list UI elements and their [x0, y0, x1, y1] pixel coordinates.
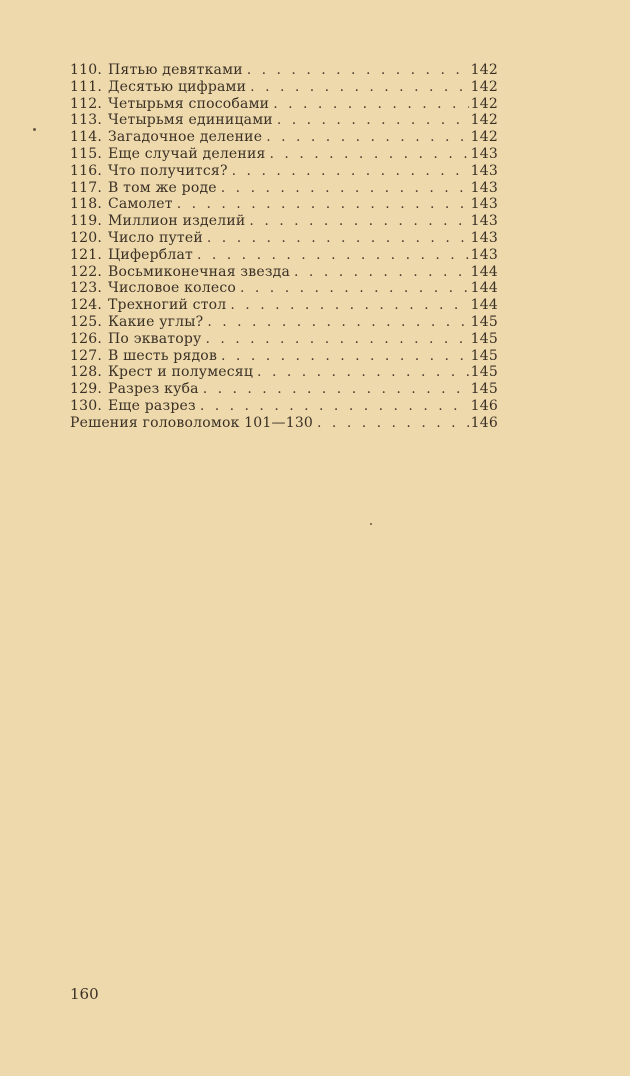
toc-entry — [70, 180, 498, 197]
toc-entry — [70, 129, 498, 146]
entry-number: 130. — [70, 397, 102, 414]
dot-leader — [257, 364, 469, 381]
toc-entry — [70, 364, 498, 381]
dot-leader — [232, 163, 469, 180]
entry-number: 117. — [70, 179, 102, 196]
entry-page: 145 — [470, 313, 498, 330]
entry-page: 142 — [470, 95, 498, 112]
entry-number: 116. — [70, 162, 102, 179]
dot-leader — [240, 280, 469, 297]
dot-leader — [203, 381, 469, 398]
dot-leader — [250, 79, 469, 96]
toc-entry — [70, 348, 498, 365]
dot-leader — [205, 331, 468, 348]
entry-number: 112. — [70, 95, 102, 112]
toc-entry — [70, 96, 498, 113]
entry-title: Загадочное деление — [108, 129, 263, 146]
entry-page: 146 — [470, 414, 498, 431]
entry-number: 122. — [70, 263, 102, 280]
toc-entry — [70, 297, 498, 314]
entry-title: Числовое колесо — [108, 280, 236, 297]
entry-number: 110. — [70, 62, 102, 78]
entry-title: Четырьмя способами — [108, 95, 270, 112]
entry-title: Что получится? — [108, 162, 228, 179]
toc-entry — [70, 280, 498, 297]
entry-title: В шесть рядов — [108, 347, 218, 364]
page-number: 160 — [70, 985, 99, 1003]
toc-entry — [70, 213, 498, 230]
entry-number: 113. — [70, 112, 102, 129]
toc-entry — [70, 146, 498, 163]
paper-speck — [370, 523, 372, 525]
toc-entry — [70, 415, 498, 432]
entry-title: Какие углы? — [108, 313, 204, 330]
toc-entry — [70, 196, 498, 213]
entry-number: 119. — [70, 213, 102, 230]
entry-page: 143 — [470, 229, 498, 246]
dot-leader — [207, 314, 468, 331]
entry-page: 143 — [470, 213, 498, 230]
entry-page: 143 — [470, 145, 498, 162]
toc-entry — [70, 112, 498, 129]
entry-page: 142 — [470, 78, 498, 95]
toc-entry — [70, 62, 498, 79]
dot-leader — [207, 230, 469, 247]
entry-number: 126. — [70, 330, 102, 347]
entry-page: 143 — [470, 196, 498, 213]
toc-entry — [70, 381, 498, 398]
toc-entry — [70, 314, 498, 331]
table-of-contents — [70, 62, 498, 432]
entry-page: 144 — [470, 280, 498, 297]
entry-page: 143 — [470, 162, 498, 179]
entry-number: 128. — [70, 364, 102, 381]
entry-page: 142 — [470, 112, 498, 129]
paper-speck — [33, 128, 36, 131]
dot-leader — [266, 129, 468, 146]
entry-page: 145 — [470, 381, 498, 398]
entry-title: По экватору — [108, 330, 202, 347]
toc-entry — [70, 163, 498, 180]
dot-leader — [177, 196, 469, 213]
entry-number: 125. — [70, 313, 102, 330]
entry-page: 144 — [470, 297, 498, 314]
dot-leader — [197, 247, 469, 264]
entry-number: 115. — [70, 145, 102, 162]
dot-leader — [294, 264, 469, 281]
entry-title: Еще разрез — [108, 397, 196, 414]
toc-entry — [70, 230, 498, 247]
entry-title: Крест и полумесяц — [108, 364, 254, 381]
entry-title: Циферблат — [108, 246, 193, 263]
dot-leader — [221, 180, 469, 197]
toc-entry — [70, 79, 498, 96]
entry-number: 118. — [70, 196, 102, 213]
entry-number: 121. — [70, 246, 102, 263]
entry-page: 144 — [470, 263, 498, 280]
dot-leader — [221, 348, 469, 365]
entry-number: 123. — [70, 280, 102, 297]
entry-page: 143 — [470, 246, 498, 263]
entry-number: 129. — [70, 381, 102, 398]
entry-title: Число путей — [108, 229, 203, 246]
entry-number: 111. — [70, 78, 102, 95]
dot-leader — [247, 62, 469, 79]
toc-entry — [70, 398, 498, 415]
entry-title: Еще случай деления — [108, 145, 266, 162]
dot-leader — [270, 146, 469, 163]
entry-page: 143 — [470, 179, 498, 196]
entry-title: В том же роде — [108, 179, 217, 196]
entry-title: Десятью цифрами — [108, 78, 247, 95]
entry-title: Четырьмя единицами — [108, 112, 273, 129]
dot-leader — [230, 297, 468, 314]
entry-page: 145 — [470, 347, 498, 364]
entry-title: Пятью девятками — [108, 62, 243, 78]
entry-title: Восьмиконечная звезда — [108, 263, 291, 280]
entry-title: Миллион изделий — [108, 213, 246, 230]
dot-leader — [249, 213, 468, 230]
toc-entry — [70, 331, 498, 348]
entry-title: Самолет — [108, 196, 173, 213]
entry-page: 142 — [470, 62, 498, 78]
entry-title: Решения головоломок 101—130 — [70, 414, 314, 431]
toc-entry — [70, 264, 498, 281]
entry-number: 120. — [70, 229, 102, 246]
entry-number: 127. — [70, 347, 102, 364]
entry-page: 146 — [470, 397, 498, 414]
entry-number: 124. — [70, 297, 102, 314]
entry-page: 145 — [470, 364, 498, 381]
dot-leader — [273, 96, 468, 113]
toc-entry — [70, 247, 498, 264]
dot-leader — [277, 112, 469, 129]
entry-title: Трехногий стол — [108, 297, 227, 314]
entry-title: Разрез куба — [108, 381, 199, 398]
dot-leader — [200, 398, 469, 415]
entry-number: 114. — [70, 129, 102, 146]
entry-page: 142 — [470, 129, 498, 146]
dot-leader — [317, 415, 469, 432]
entry-page: 145 — [470, 330, 498, 347]
